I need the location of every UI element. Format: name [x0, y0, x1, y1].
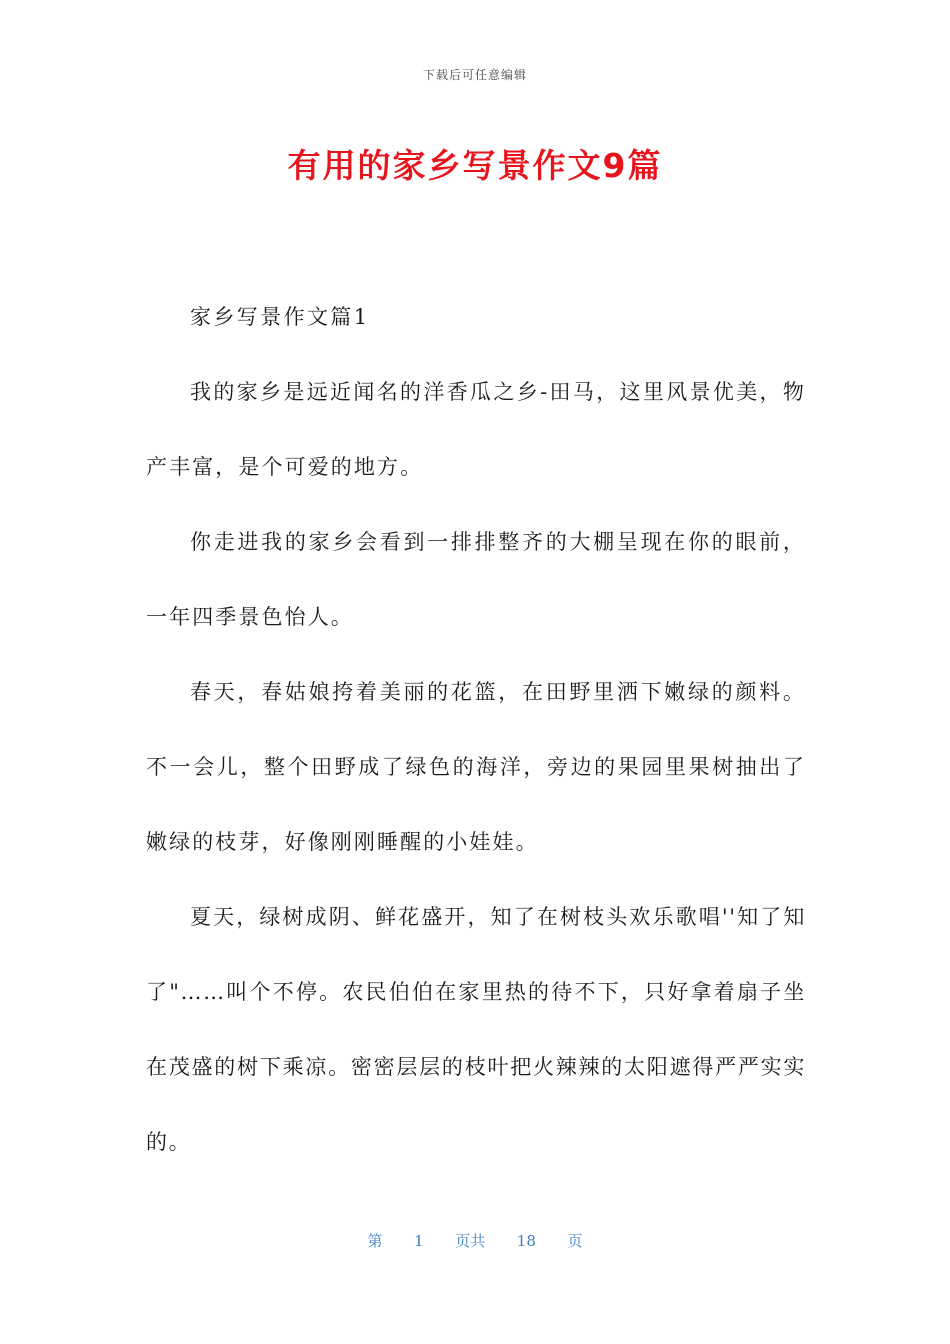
- section-heading: 家乡写景作文篇1: [190, 305, 370, 329]
- document-body: [146, 280, 806, 1180]
- page-footer: [0, 1230, 950, 1251]
- footer-total-pages: 18: [516, 1232, 536, 1250]
- footer-middle: 页共: [455, 1232, 486, 1250]
- paragraph: 春天，春姑娘挎着美丽的花篮，在田野里洒下嫩绿的颜料。不一会儿，整个田野成了绿色的海洋，旁边的果园里果树抽出了嫩绿的枝芽，好像刚刚睡醒的小娃娃。: [146, 680, 806, 854]
- footer-page-number: 1: [414, 1232, 424, 1250]
- footer-prefix: 第: [367, 1232, 383, 1250]
- paragraph: 我的家乡是远近闻名的洋香瓜之乡-田马，这里风景优美，物产丰富，是个可爱的地方。: [146, 380, 806, 479]
- paragraph: 夏天，绿树成阴、鲜花盛开，知了在树枝头欢乐歌唱''知了知了"……叫个不停。农民伯伯在家里热的待不下，只好拿着扇子坐在茂盛的树下乘凉。密密层层的枝叶把火辣辣的太阳遮得严严实实的。: [146, 905, 806, 1154]
- document-title: 有用的家乡写景作文9篇: [287, 146, 663, 185]
- paragraph: 你走进我的家乡会看到一排排整齐的大棚呈现在你的眼前，一年四季景色怡人。: [146, 530, 806, 629]
- footer-suffix: 页: [567, 1232, 583, 1250]
- header-note: 下载后可任意编辑: [422, 68, 527, 82]
